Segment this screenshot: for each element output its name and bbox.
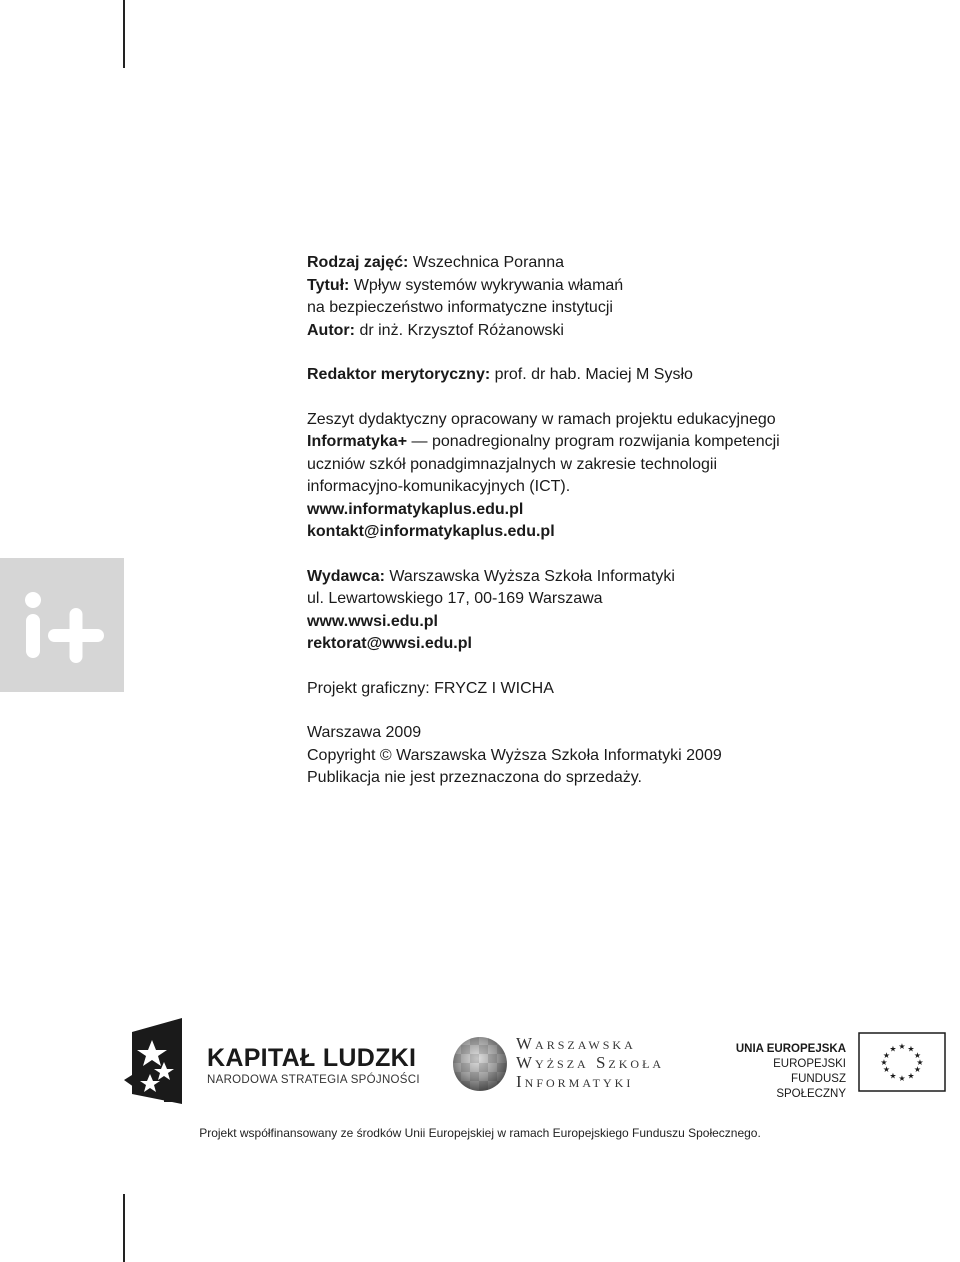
wwsi-name bbox=[516, 1034, 664, 1091]
footer-funding-note: Projekt współfinansowany ze środków Unii Europejskiej w ramach Europejskiego Funduszu Społecznego. bbox=[199, 1126, 761, 1140]
zeszyt-line-1: Zeszyt dydaktyczny opracowany w ramach projektu edukacyjnego bbox=[307, 410, 776, 428]
place-year: Warszawa 2009 bbox=[307, 724, 422, 741]
wydawca-label: Wydawca: bbox=[307, 567, 385, 585]
svg-text:★: ★ bbox=[913, 1051, 922, 1060]
svg-text:★: ★ bbox=[882, 1065, 891, 1074]
zeszyt-line-2-rest: — ponadregionalny program rozwijania kompetencji bbox=[411, 433, 780, 450]
project-name: Informatyka+ bbox=[307, 433, 408, 450]
copyright: Copyright © Warszawska Wyższa Szkoła Informatyki 2009 bbox=[307, 746, 722, 764]
crop-mark-bottom bbox=[123, 1194, 125, 1262]
autor-value: dr inż. Krzysztof Różanowski bbox=[359, 321, 564, 339]
wydawca-value: Warszawska Wyższa Szkoła Informatyki bbox=[389, 567, 675, 585]
imprint-block bbox=[307, 252, 927, 790]
svg-text:★: ★ bbox=[907, 1044, 915, 1054]
eu-line-3: FUNDUSZ SPOŁECZNY bbox=[776, 1073, 846, 1100]
kapital-ludzki-title: KAPITAŁ LUDZKI bbox=[207, 1044, 417, 1072]
wydawca-www-link[interactable]: www.wwsi.edu.pl bbox=[307, 612, 438, 630]
rodzaj-value: Wszechnica Poranna bbox=[412, 254, 564, 271]
i-plus-icon bbox=[0, 558, 124, 692]
svg-text:★: ★ bbox=[907, 1071, 915, 1081]
side-logo-block bbox=[0, 558, 124, 692]
wydawca-line bbox=[307, 566, 927, 589]
tytul-label: Tytuł: bbox=[307, 276, 350, 294]
crop-mark-top bbox=[123, 0, 125, 68]
kapital-ludzki-subtitle: NARODOWA STRATEGIA SPÓJNOŚCI bbox=[207, 1074, 420, 1086]
wwsi-line-2: Wyższa Szkoła bbox=[516, 1053, 665, 1072]
project-email-link[interactable]: kontakt@informatykaplus.edu.pl bbox=[307, 523, 555, 540]
autor-line bbox=[307, 320, 927, 343]
wwsi-line-3: Informatyki bbox=[516, 1072, 634, 1091]
eu-line-1: UNIA EUROPEJSKA bbox=[735, 1043, 846, 1055]
projekt-graficzny: Projekt graficzny: FRYCZ I WICHA bbox=[307, 679, 554, 697]
svg-text:★: ★ bbox=[889, 1044, 897, 1054]
wydawca-email-link[interactable]: rektorat@wwsi.edu.pl bbox=[307, 635, 472, 652]
svg-text:★: ★ bbox=[882, 1051, 891, 1060]
zeszyt-line-3: uczniów szkół ponadgimnazjalnych w zakresie technologii bbox=[307, 455, 717, 473]
wydawca-address: ul. Lewartowskiego 17, 00-169 Warszawa bbox=[307, 590, 603, 607]
svg-text:★: ★ bbox=[913, 1065, 922, 1074]
redaktor-line bbox=[307, 364, 927, 387]
tytul-line bbox=[307, 275, 927, 298]
tytul-value-1: Wpływ systemów wykrywania włamań bbox=[353, 276, 624, 294]
autor-label: Autor: bbox=[307, 321, 355, 339]
wwsi-sphere-icon bbox=[452, 1036, 508, 1092]
svg-text:★: ★ bbox=[880, 1058, 888, 1067]
redaktor-label: Redaktor merytoryczny: bbox=[307, 366, 491, 383]
redaktor-value: prof. dr hab. Maciej M Sysło bbox=[494, 366, 693, 383]
zeszyt-line-4: informacyjno-komunikacyjnych (ICT). bbox=[307, 478, 571, 495]
tytul-value-2: na bezpieczeństwo informatyczne instytucji bbox=[307, 299, 613, 316]
svg-text:★: ★ bbox=[898, 1042, 906, 1051]
eu-line-2: EUROPEJSKI bbox=[773, 1058, 846, 1070]
project-www-link[interactable]: www.informatykaplus.edu.pl bbox=[307, 500, 524, 518]
not-for-sale: Publikacja nie jest przeznaczona do sprzedaży. bbox=[307, 769, 642, 786]
svg-text:★: ★ bbox=[898, 1074, 906, 1083]
svg-text:★: ★ bbox=[889, 1071, 897, 1081]
kapital-ludzki-emblem-icon bbox=[124, 1018, 186, 1110]
eu-text bbox=[720, 1042, 846, 1102]
wwsi-line-1: Warszawska bbox=[516, 1034, 636, 1053]
rodzaj-label: Rodzaj zajęć: bbox=[307, 254, 409, 271]
rodzaj-line bbox=[307, 252, 927, 275]
eu-flag-icon bbox=[858, 1032, 946, 1092]
svg-text:★: ★ bbox=[916, 1058, 924, 1067]
zeszyt-line-2 bbox=[307, 431, 927, 454]
